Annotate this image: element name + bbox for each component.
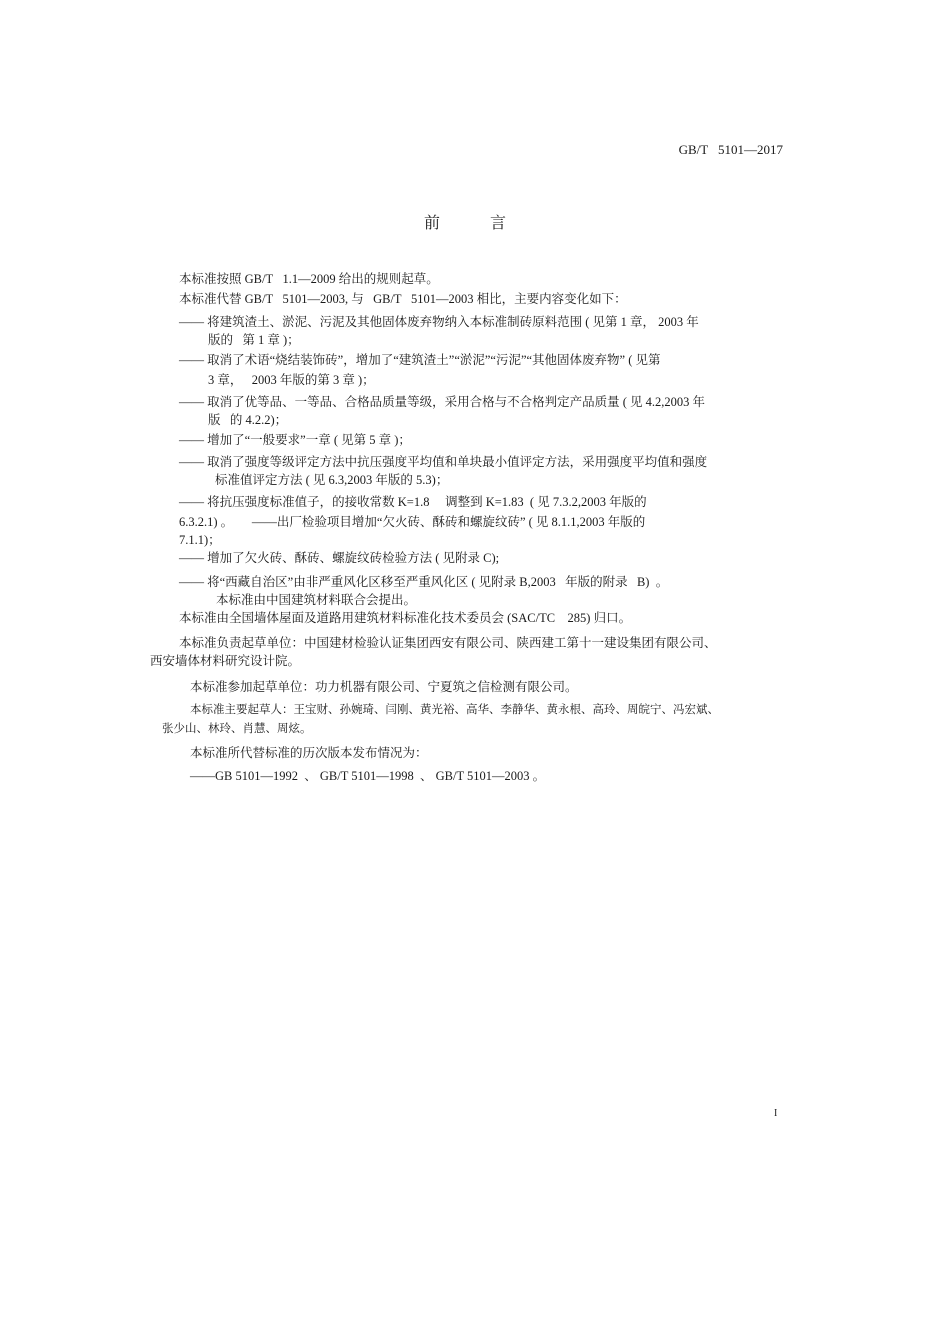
body-line-4: 版的 第 1 章 )； xyxy=(208,333,300,347)
standard-number: GB/T 5101—2017 xyxy=(678,142,783,157)
body-line-16: —— 将“西藏自治区”由非严重风化区移至严重风化区 ( 见附录 B,2003 年版的附录 B) 。 xyxy=(179,575,669,589)
body-line-20: 西安墙体材料研究设计院。 xyxy=(150,654,301,668)
body-line-6: 3 章， 2003 年版的第 3 章 )； xyxy=(208,373,375,387)
body-line-23: 张少山、林玲、肖慧、周炫。 xyxy=(162,723,312,735)
body-line-17: 本标准由中国建筑材料联合会提出。 xyxy=(216,593,417,607)
body-line-21: 本标准参加起草单位：功力机器有限公司、宁夏筑之信检测有限公司。 xyxy=(190,680,578,694)
body-line-24: 本标准所代替标准的历次版本发布情况为： xyxy=(190,746,428,760)
body-line-2: 本标准代替 GB/T 5101—2003, 与 GB/T 5101—2003 相比，主要内容变化如下： xyxy=(179,292,627,306)
body-line-3: —— 将建筑渣土、淤泥、污泥及其他固体废弃物纳入本标准制砖原料范围 ( 见第 1 章， 2003 年 xyxy=(179,315,699,329)
page-number: I xyxy=(774,1108,778,1119)
heading-char-2: 言 xyxy=(490,215,509,232)
body-line-12: —— 将抗压强度标准值子，的接收常数 K=1.8 调整到 K=1.83 ( 见 7.3.2,2003 年版的 xyxy=(179,495,647,509)
body-line-14: 7.1.1)； xyxy=(179,533,221,547)
body-line-1: 本标准按照 GB/T 1.1—2009 给出的规则起草。 xyxy=(179,272,439,286)
body-line-8: 版 的 4.2.2)； xyxy=(208,413,288,427)
body-line-9: —— 增加了“一般要求”一章 ( 见第 5 章 )； xyxy=(179,433,411,447)
body-line-13: 6.3.2.1) 。 ——出厂检验项目增加“欠火砖、酥砖和螺旋纹砖” ( 见 8.1.1,2003 年版的 xyxy=(179,515,646,529)
body-line-5: —— 取消了术语“烧结装饰砖”，增加了“建筑渣土”“淤泥”“污泥”“其他固体废弃物” ( 见第 xyxy=(179,353,661,367)
body-line-10: —— 取消了强度等级评定方法中抗压强度平均值和单块最小值评定方法，采用强度平均值和强度 xyxy=(179,455,708,469)
body-line-11: 标准值评定方法 ( 见 6.3,2003 年版的 5.3)； xyxy=(215,473,449,487)
body-line-18: 本标准由全国墙体屋面及道路用建筑材料标准化技术委员会 (SAC/TC 285) 归口。 xyxy=(179,611,632,625)
body-line-7: —— 取消了优等品、一等品、合格品质量等级，采用合格与不合格判定产品质量 ( 见 4.2,2003 年 xyxy=(179,395,706,409)
body-line-19: 本标准负责起草单位：中国建材检验认证集团西安有限公司、陕西建工第十一建设集团有限公司、 xyxy=(179,636,717,650)
body-line-15: —— 增加了欠火砖、酥砖、螺旋纹砖检验方法 ( 见附录 C); xyxy=(179,551,500,565)
body-line-25: ——GB 5101—1992 、 GB/T 5101—1998 、 GB/T 5101—2003 。 xyxy=(190,769,546,783)
heading-char-1: 前 xyxy=(424,215,443,232)
body-line-22: 本标准主要起草人：王宝财、孙婉琦、闫刚、黄光裕、高华、李静华、黄永根、高玲、周皖宁、冯宏斌、 xyxy=(190,704,719,716)
